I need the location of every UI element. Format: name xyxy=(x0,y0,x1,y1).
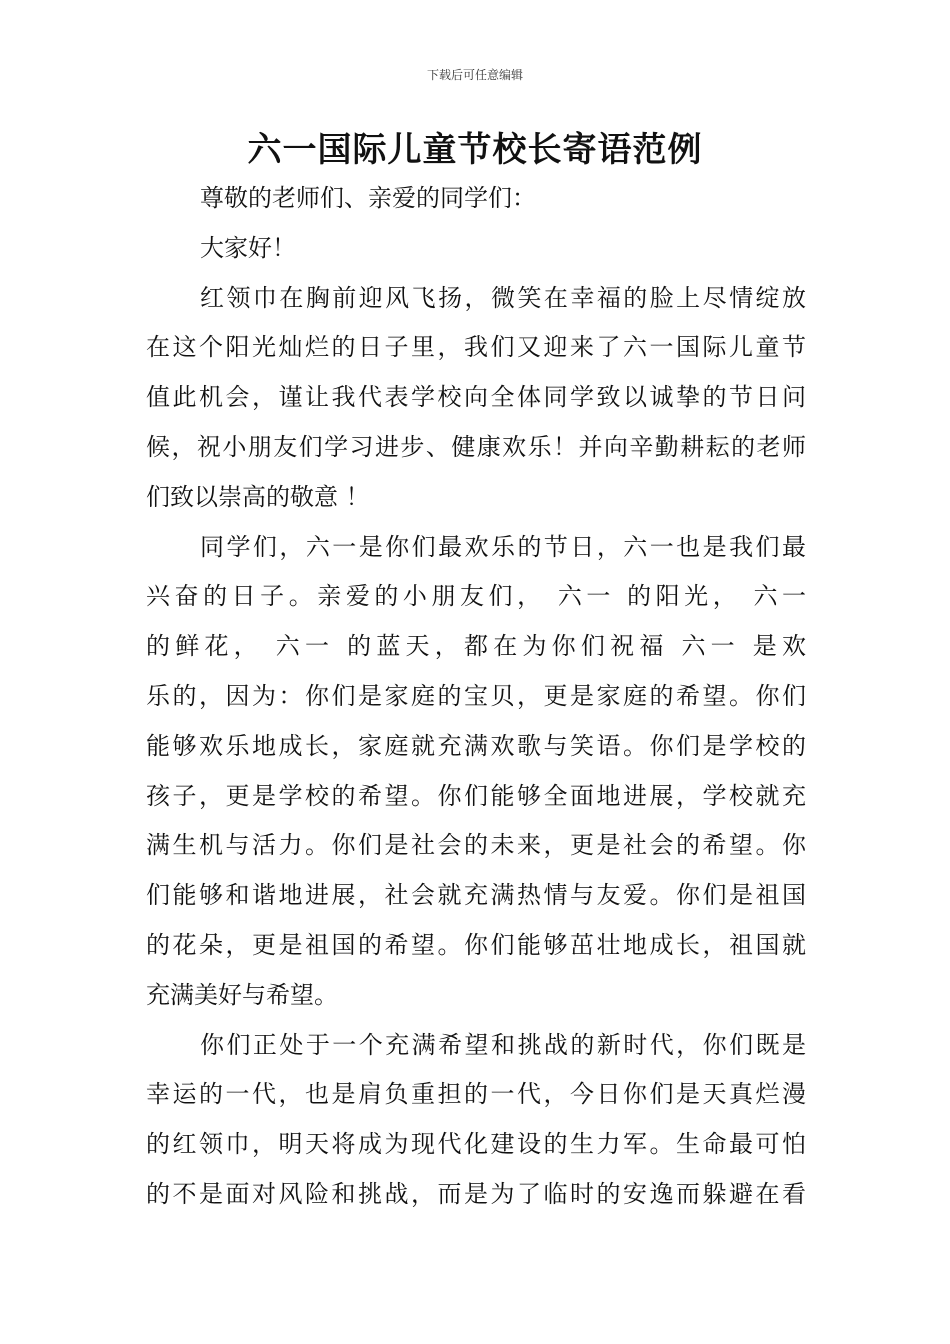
paragraph-line: 充满美好与希望。 xyxy=(146,980,338,1009)
greeting-line: 大家好！ xyxy=(200,233,296,262)
paragraph-line: 在这个阳光灿烂的日子里，我们又迎来了六一国际儿童节 xyxy=(146,333,806,362)
paragraph-line: 的花朵，更是祖国的希望。你们能够茁壮地成长，祖国就 xyxy=(146,930,806,959)
paragraph-line: 们能够和谐地进展，社会就充满热情与友爱。你们是祖国 xyxy=(146,881,806,910)
paragraph-line: 候，祝小朋友们学习进步、健康欢乐！并向辛勤耕耘的老师 xyxy=(146,432,806,461)
paragraph-line: 的红领巾，明天将成为现代化建设的生力军。生命最可怕 xyxy=(146,1130,806,1159)
paragraph-line: 红领巾在胸前迎风飞扬，微笑在幸福的脸上尽情绽放 xyxy=(200,283,806,312)
paragraph-line: 值此机会，谨让我代表学校向全体同学致以诚挚的节日问 xyxy=(146,383,806,412)
salutation-line: 尊敬的老师们、亲爱的同学们： xyxy=(200,184,536,212)
document-title: 六一国际儿童节校长寄语范例 xyxy=(247,130,703,170)
paragraph-line: 同学们，六一是你们最欢乐的节日，六一也是我们最 xyxy=(200,532,806,561)
paragraph-line: 幸运的一代，也是肩负重担的一代，今日你们是天真烂漫 xyxy=(146,1080,806,1109)
paragraph-line: 的鲜花， 六一 的蓝天，都在为你们祝福 六一 是欢 xyxy=(146,632,806,661)
paragraph-line: 乐的，因为：你们是家庭的宝贝，更是家庭的希望。你们 xyxy=(146,681,806,710)
header-note: 下载后可任意编辑 xyxy=(426,68,523,82)
paragraph-line: 兴奋的日子。亲爱的小朋友们， 六一 的阳光， 六一 xyxy=(146,582,806,611)
paragraph-line: 能够欢乐地成长，家庭就充满欢歌与笑语。你们是学校的 xyxy=(146,731,806,760)
paragraph-line: 满生机与活力。你们是社会的未来，更是社会的希望。你 xyxy=(146,831,806,860)
paragraph-line: 们致以崇高的敬意 ！ xyxy=(146,482,370,511)
paragraph-line: 孩子，更是学校的希望。你们能够全面地进展，学校就充 xyxy=(146,781,806,810)
document-body xyxy=(146,174,806,1220)
paragraph-line: 你们正处于一个充满希望和挑战的新时代，你们既是 xyxy=(200,1030,806,1059)
paragraph-line: 的不是面对风险和挑战，而是为了临时的安逸而躲避在看 xyxy=(146,1179,806,1208)
